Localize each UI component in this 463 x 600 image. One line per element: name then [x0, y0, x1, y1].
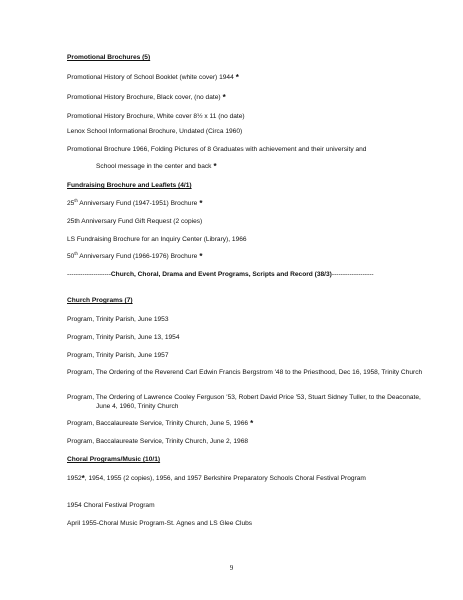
asterisk-mark: * [81, 474, 85, 483]
asterisk-mark: * [250, 419, 254, 428]
list-item-continuation [67, 163, 425, 172]
section-divider-title [67, 271, 396, 280]
list-item [67, 420, 396, 429]
list-item: 1954 Choral Festival Program [67, 502, 155, 509]
list-item: Program, Trinity Parish, June 1957 [67, 352, 169, 359]
list-item-multiline: Program, The Ordering of the Reverend Carl Edwin Francis Bergstrom '48 to the Priesthood, Dec 16, 1958, Trinity Church [67, 369, 423, 376]
asterisk-mark: * [235, 73, 239, 82]
item-text: Anniversary Fund (1966-1976) Brochure [77, 253, 198, 260]
list-item: Lenox School Informational Brochure, Undated (Circa 1960) [67, 128, 243, 135]
section-heading-fundraising: Fundraising Brochure and Leaflets (4/1) [67, 182, 192, 189]
item-number: 50 [67, 253, 75, 260]
asterisk-mark: * [222, 93, 226, 102]
item-text: Promotional History Brochure, Black cover, (no date) [67, 94, 221, 101]
item-text: Anniversary Fund (1947-1951) Brochure [77, 200, 198, 207]
item-text: Promotional History of School Booklet (white cover) 1944 [67, 74, 234, 81]
item-text: , 1954, 1955 (2 copies), 1956, and 1957 Berkshire Preparatory Schools Choral Festival Program [84, 475, 366, 482]
item-number: 25 [67, 200, 75, 207]
list-item: Program, Trinity Parish, June 1953 [67, 316, 169, 323]
ordinal-suffix: th [74, 198, 78, 203]
list-item [67, 200, 396, 209]
list-item: Program, Trinity Parish, June 13, 1954 [67, 334, 180, 341]
list-item-multiline [67, 475, 396, 484]
list-item [67, 74, 396, 83]
section-heading-choral-programs: Choral Programs/Music (10/1) [67, 456, 161, 463]
list-item [67, 94, 396, 103]
ordinal-suffix: th [74, 251, 78, 256]
section-heading-promotional-brochures: Promotional Brochures (5) [67, 54, 151, 61]
list-item-multiline: Program, The Ordering of Lawrence Cooley Ferguson '53, Robert David Price '53, Stuart Sidney Tuller, to the Deaconate, June 4, 1960, Trinity Church [67, 394, 421, 410]
divider-dashes-right: ------------------- [331, 271, 374, 278]
divider-dashes-left: -------------------- [67, 271, 111, 278]
asterisk-mark: * [199, 199, 203, 208]
page-number: 9 [229, 564, 234, 572]
asterisk-mark: * [213, 162, 217, 171]
list-item: Promotional History Brochure, White cover 8½ x 11 (no date) [67, 113, 245, 120]
list-item [67, 253, 396, 262]
item-text: School message in the center and back [96, 163, 212, 170]
asterisk-mark: * [199, 252, 203, 261]
divider-title: Church, Choral, Drama and Event Programs, Scripts and Record (38/3) [110, 271, 332, 278]
list-item-multiline: Promotional Brochure 1966, Folding Pictures of 8 Graduates with achievement and their university and [67, 146, 367, 153]
list-item: 25th Anniversary Fund Gift Request (2 copies) [67, 218, 203, 225]
list-item: LS Fundraising Brochure for an Inquiry Center (Library), 1966 [67, 236, 247, 243]
list-item: April 1955-Choral Music Program-St. Agnes and LS Glee Clubs [67, 520, 253, 527]
item-year: 1952 [67, 475, 82, 482]
list-item: Program, Baccalaureate Service, Trinity Church, June 2, 1968 [67, 438, 249, 445]
item-text: Program, Baccalaureate Service, Trinity Church, June 5, 1966 [67, 420, 249, 427]
section-heading-church-programs: Church Programs (7) [67, 297, 133, 304]
